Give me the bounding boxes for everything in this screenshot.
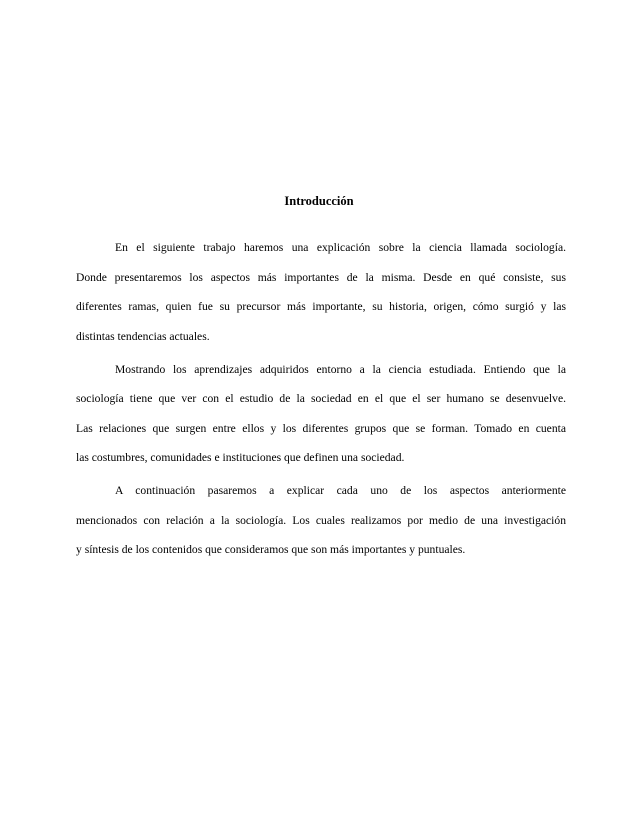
paragraph-line: sociología tiene que ver con el estudio de la sociedad en el que el ser humano se desenvuelve. (76, 392, 566, 405)
paragraph-line: Donde presentaremos los aspectos más importantes de la misma. Desde en qué consiste, sus (76, 270, 566, 284)
paragraph-line: A continuación pasaremos a explicar cada uno de los aspectos anteriormente (115, 484, 566, 497)
paragraph-3 (76, 476, 566, 565)
paragraph-line: y síntesis de los contenidos que consideramos que son más importantes y puntuales. (76, 543, 466, 556)
paragraph-line: Las relaciones que surgen entre ellos y los diferentes grupos que se forman. Tomado en cuenta (76, 421, 566, 435)
paragraph-2 (76, 355, 566, 473)
paragraph-1 (76, 233, 566, 351)
paragraph-line: En el siguiente trabajo haremos una explicación sobre la ciencia llamada sociología. (115, 241, 566, 254)
paragraph-line: mencionados con relación a la sociología. Los cuales realizamos por medio de una investigación (76, 513, 566, 527)
paragraph-line: Mostrando los aprendizajes adquiridos entorno a la ciencia estudiada. Entiendo que la (115, 362, 566, 376)
document-body (76, 233, 566, 568)
paragraph-line: distintas tendencias actuales. (76, 329, 210, 343)
paragraph-line: diferentes ramas, quien fue su precursor más importante, su historia, origen, cómo surgió y las (76, 300, 566, 313)
paragraph-line: las costumbres, comunidades e instituciones que definen una sociedad. (76, 451, 405, 464)
page-title: Introducción (284, 194, 354, 208)
